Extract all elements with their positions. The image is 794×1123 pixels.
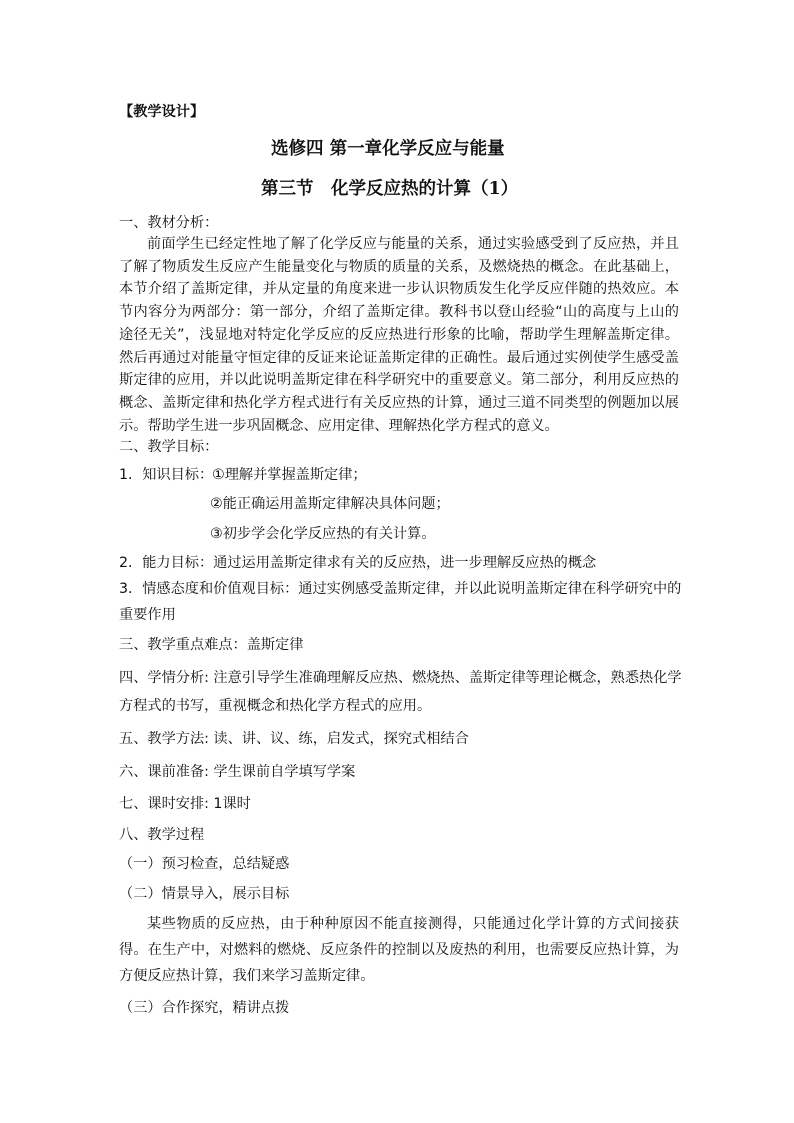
step1: （一）预习检查，总结疑惑	[119, 856, 290, 872]
goal1-item-2: ②能正确运用盖斯定律解决具体问题；	[210, 496, 450, 512]
step3: （三）合作探究，精讲点拨	[119, 1000, 290, 1016]
goal1-label: 1．知识目标：	[119, 467, 214, 483]
goal3-line1: 3．情感态度和价值观目标：通过实例感受盖斯定律，并以此说明盖斯定律在科学研究中的	[119, 581, 682, 597]
section4-line1: 四、学情分析: 注意引导学生准确理解反应热、燃烧热、盖斯定律等理论概念，熟悉热化学	[119, 670, 682, 686]
goal1-item-1: ①理解并掌握盖斯定律；	[212, 467, 367, 483]
section1-heading: 一、教材分析：	[119, 215, 219, 231]
goal1-item-3: ③初步学会化学反应热的有关计算。	[210, 526, 436, 542]
section2-heading: 二、教学目标：	[119, 439, 219, 455]
section8-heading: 八、教学过程	[119, 827, 205, 843]
header-tag: 【教学设计】	[119, 104, 205, 120]
document-title: 选修四 第一章化学反应与能量	[271, 139, 505, 159]
section4-line2: 方程式的书写，重视概念和热化学方程式的应用。	[119, 698, 432, 714]
section6: 六、课前准备: 学生课前自学填写学案	[119, 764, 356, 780]
goal2: 2．能力目标：通过运用盖斯定律求有关的反应热，进一步理解反应热的概念	[119, 555, 597, 571]
section1-paragraph: 前面学生已经定性地了解了化学反应与能量的关系，通过实验感受到了反应热，并且了解了物质发生反应产生能量变化与物质的质量的关系，及燃烧热的概念。在此基础上，本节介绍了盖斯定律，并从定量的角度来进一步认识物质发生化学反应伴随的热效应。本节内容分为两部分：第一部分，介绍了盖斯定律。教科书以登山经验“山的高度与上山的途径无关”，浅显地对特定化学反应的反应热进行形象的比喻，帮助学生理解盖斯定律。然后再通过对能量守恒定律的反证来论证盖斯定律的正确性。最后通过实例使学生感受盖斯定律的应用，并以此说明盖斯定律在科学研究中的重要意义。第二部分，利用反应热的概念、盖斯定律和热化学方程式进行有关反应热的计算，通过三道不同类型的例题加以展示。帮助学生进一步巩固概念、应用定律、理解热化学方程式的意义。	[119, 236, 679, 434]
goal3-line2: 重要作用	[119, 607, 176, 623]
section7: 七、课时安排: 1课时	[119, 796, 251, 812]
step2: （二）情景导入，展示目标	[119, 886, 290, 902]
section3: 三、教学重点难点：盖斯定律	[119, 637, 304, 653]
section5: 五、教学方法: 读、讲、议、练，启发式，探究式相结合	[119, 731, 469, 747]
step2-paragraph: 某些物质的反应热，由于种种原因不能直接测得，只能通过化学计算的方式间接获得。在生产中，对燃料的燃烧、反应条件的控制以及废热的利用，也需要反应热计算，为方便反应热计算，我们来学习盖斯定律。	[119, 916, 679, 984]
section-title: 第三节 化学反应热的计算（1）	[261, 179, 519, 199]
